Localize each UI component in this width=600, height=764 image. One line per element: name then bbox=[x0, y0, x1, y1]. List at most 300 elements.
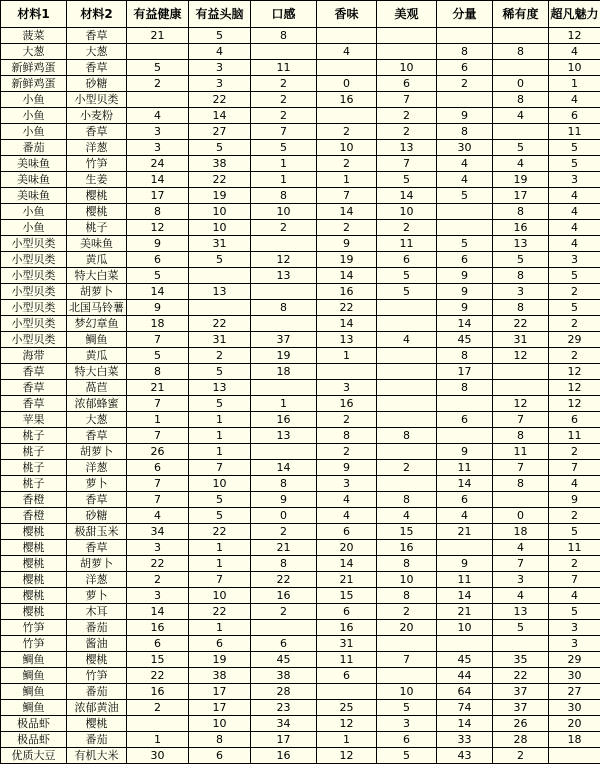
stat-cell: 8 bbox=[251, 28, 317, 44]
ingredient-cell: 大葱 bbox=[1, 44, 67, 60]
stat-cell: 1 bbox=[317, 348, 377, 364]
stat-cell: 19 bbox=[189, 188, 251, 204]
stat-cell bbox=[189, 268, 251, 284]
stat-cell: 8 bbox=[437, 348, 493, 364]
stat-cell: 16 bbox=[317, 92, 377, 108]
stat-cell: 5 bbox=[377, 268, 437, 284]
stat-cell: 26 bbox=[493, 716, 549, 732]
stat-cell: 2 bbox=[377, 108, 437, 124]
stat-cell: 11 bbox=[437, 460, 493, 476]
stat-cell: 5 bbox=[189, 364, 251, 380]
stat-cell: 10 bbox=[377, 60, 437, 76]
stat-cell: 34 bbox=[127, 524, 189, 540]
stat-cell: 14 bbox=[127, 172, 189, 188]
stat-cell: 27 bbox=[189, 124, 251, 140]
stat-cell: 8 bbox=[437, 44, 493, 60]
stat-cell: 2 bbox=[549, 508, 600, 524]
stat-cell bbox=[127, 44, 189, 60]
table-row bbox=[1, 508, 600, 524]
stat-cell: 11 bbox=[437, 572, 493, 588]
ingredient-cell: 樱桃 bbox=[1, 588, 67, 604]
stat-cell: 5 bbox=[549, 604, 600, 620]
stat-cell: 12 bbox=[251, 252, 317, 268]
table-row bbox=[1, 540, 600, 556]
stat-cell: 17 bbox=[189, 700, 251, 716]
ingredient-cell: 极品虾 bbox=[1, 732, 67, 748]
stat-cell: 12 bbox=[317, 748, 377, 764]
column-header: 有益头脑 bbox=[189, 1, 251, 28]
stat-cell: 0 bbox=[251, 508, 317, 524]
stat-cell: 2 bbox=[549, 316, 600, 332]
stat-cell: 10 bbox=[189, 588, 251, 604]
stat-cell: 10 bbox=[549, 60, 600, 76]
stat-cell bbox=[437, 220, 493, 236]
ingredient-cell: 胡萝卜 bbox=[67, 444, 127, 460]
ingredient-cell: 胡萝卜 bbox=[67, 284, 127, 300]
table-header bbox=[1, 1, 600, 28]
stat-cell: 20 bbox=[549, 716, 600, 732]
stat-cell: 2 bbox=[127, 76, 189, 92]
stat-cell bbox=[493, 28, 549, 44]
stat-cell: 5 bbox=[377, 700, 437, 716]
ingredient-cell: 竹笋 bbox=[1, 636, 67, 652]
header-row bbox=[1, 1, 600, 28]
stat-cell: 7 bbox=[127, 492, 189, 508]
stat-cell: 10 bbox=[251, 204, 317, 220]
table-row bbox=[1, 300, 600, 316]
ingredient-cell: 海带 bbox=[1, 348, 67, 364]
ingredient-cell: 萝卜 bbox=[67, 588, 127, 604]
stat-cell bbox=[377, 44, 437, 60]
stat-cell: 4 bbox=[437, 156, 493, 172]
stat-cell: 14 bbox=[251, 460, 317, 476]
stat-cell: 5 bbox=[189, 508, 251, 524]
stat-cell: 1 bbox=[127, 412, 189, 428]
stat-cell: 74 bbox=[437, 700, 493, 716]
stat-cell: 2 bbox=[127, 700, 189, 716]
stat-cell: 11 bbox=[549, 540, 600, 556]
stat-cell bbox=[377, 348, 437, 364]
stat-cell bbox=[437, 204, 493, 220]
ingredient-cell: 樱桃 bbox=[67, 188, 127, 204]
table-row bbox=[1, 652, 600, 668]
stat-cell: 16 bbox=[317, 620, 377, 636]
table-row bbox=[1, 444, 600, 460]
stat-cell: 14 bbox=[127, 284, 189, 300]
stat-cell: 7 bbox=[493, 460, 549, 476]
ingredient-cell: 新鲜鸡蛋 bbox=[1, 76, 67, 92]
stat-cell: 4 bbox=[317, 492, 377, 508]
ingredient-cell: 萝卜 bbox=[67, 476, 127, 492]
stat-cell: 8 bbox=[127, 204, 189, 220]
stat-cell: 21 bbox=[127, 28, 189, 44]
ingredient-cell: 小鱼 bbox=[1, 92, 67, 108]
ingredient-cell: 生姜 bbox=[67, 172, 127, 188]
table-row bbox=[1, 604, 600, 620]
ingredient-cell: 竹笋 bbox=[67, 156, 127, 172]
column-header: 美观 bbox=[377, 1, 437, 28]
stat-cell: 6 bbox=[127, 460, 189, 476]
stat-cell: 3 bbox=[493, 572, 549, 588]
stat-cell: 19 bbox=[189, 652, 251, 668]
stat-cell: 4 bbox=[549, 44, 600, 60]
ingredient-cell: 有机大米 bbox=[67, 748, 127, 764]
stat-cell: 12 bbox=[127, 220, 189, 236]
stat-cell: 11 bbox=[251, 60, 317, 76]
column-header: 有益健康 bbox=[127, 1, 189, 28]
ingredient-cell: 小型贝类 bbox=[67, 92, 127, 108]
stat-cell: 9 bbox=[127, 236, 189, 252]
stat-cell: 3 bbox=[317, 476, 377, 492]
stat-cell: 10 bbox=[189, 716, 251, 732]
stat-cell: 21 bbox=[437, 524, 493, 540]
stat-cell: 3 bbox=[549, 252, 600, 268]
stat-cell: 21 bbox=[127, 380, 189, 396]
ingredient-cell: 香草 bbox=[67, 60, 127, 76]
stat-cell: 6 bbox=[317, 524, 377, 540]
ingredient-cell: 桃子 bbox=[1, 444, 67, 460]
ingredient-cell: 特大白菜 bbox=[67, 364, 127, 380]
stat-cell: 4 bbox=[549, 236, 600, 252]
ingredient-cell: 番茄 bbox=[67, 732, 127, 748]
stat-cell: 4 bbox=[127, 108, 189, 124]
ingredient-cell: 桃子 bbox=[1, 460, 67, 476]
table-row bbox=[1, 44, 600, 60]
stat-cell bbox=[377, 668, 437, 684]
stat-cell: 21 bbox=[251, 540, 317, 556]
stat-cell: 12 bbox=[549, 28, 600, 44]
stat-cell bbox=[377, 396, 437, 412]
stat-cell: 2 bbox=[317, 444, 377, 460]
stat-cell: 7 bbox=[549, 572, 600, 588]
stat-cell: 4 bbox=[493, 588, 549, 604]
stat-cell: 1 bbox=[251, 396, 317, 412]
table-row bbox=[1, 412, 600, 428]
stat-cell: 0 bbox=[493, 508, 549, 524]
ingredient-cell: 浓郁蜂蜜 bbox=[67, 396, 127, 412]
stat-cell: 8 bbox=[251, 556, 317, 572]
stat-cell: 14 bbox=[437, 316, 493, 332]
stat-cell: 6 bbox=[251, 636, 317, 652]
stat-cell bbox=[127, 716, 189, 732]
stat-cell: 20 bbox=[377, 620, 437, 636]
stat-cell: 7 bbox=[377, 156, 437, 172]
stat-cell: 19 bbox=[317, 252, 377, 268]
ingredient-cell: 香草 bbox=[67, 124, 127, 140]
stat-cell: 5 bbox=[189, 492, 251, 508]
stat-cell: 4 bbox=[377, 508, 437, 524]
stat-cell: 13 bbox=[251, 428, 317, 444]
stat-cell: 9 bbox=[437, 556, 493, 572]
stat-cell: 11 bbox=[317, 652, 377, 668]
stat-cell: 6 bbox=[317, 668, 377, 684]
ingredient-cell: 樱桃 bbox=[1, 524, 67, 540]
stat-cell: 9 bbox=[437, 300, 493, 316]
ingredient-cell: 特大白菜 bbox=[67, 268, 127, 284]
stat-cell: 2 bbox=[549, 444, 600, 460]
stat-cell: 8 bbox=[377, 428, 437, 444]
stat-cell: 45 bbox=[437, 332, 493, 348]
ingredient-cell: 樱桃 bbox=[1, 572, 67, 588]
stat-cell bbox=[127, 92, 189, 108]
ingredient-cell: 鲷鱼 bbox=[1, 652, 67, 668]
ingredient-cell: 美味鱼 bbox=[1, 172, 67, 188]
ingredient-cell: 洋葱 bbox=[67, 572, 127, 588]
stat-cell: 22 bbox=[189, 604, 251, 620]
ingredient-cell: 北国马铃薯 bbox=[67, 300, 127, 316]
ingredient-cell: 樱桃 bbox=[67, 652, 127, 668]
stat-cell: 1 bbox=[189, 620, 251, 636]
stat-cell: 4 bbox=[549, 92, 600, 108]
stat-cell: 5 bbox=[189, 28, 251, 44]
stat-cell: 4 bbox=[549, 204, 600, 220]
stat-cell: 16 bbox=[377, 540, 437, 556]
stat-cell: 7 bbox=[189, 572, 251, 588]
stat-cell: 1 bbox=[189, 428, 251, 444]
stat-cell: 6 bbox=[437, 492, 493, 508]
table-row bbox=[1, 748, 600, 764]
table-row bbox=[1, 124, 600, 140]
stat-cell: 2 bbox=[127, 572, 189, 588]
stat-cell bbox=[493, 60, 549, 76]
stat-cell: 22 bbox=[189, 172, 251, 188]
stat-cell: 14 bbox=[377, 188, 437, 204]
stat-cell: 12 bbox=[493, 396, 549, 412]
stat-cell: 12 bbox=[549, 380, 600, 396]
stat-cell: 31 bbox=[189, 332, 251, 348]
stat-cell: 30 bbox=[549, 668, 600, 684]
ingredient-cell: 梦幻章鱼 bbox=[67, 316, 127, 332]
stat-cell: 38 bbox=[189, 668, 251, 684]
stat-cell: 8 bbox=[251, 476, 317, 492]
ingredient-cell: 小型贝类 bbox=[1, 332, 67, 348]
table-row bbox=[1, 364, 600, 380]
stat-cell: 4 bbox=[493, 108, 549, 124]
stat-cell: 9 bbox=[437, 268, 493, 284]
table-row bbox=[1, 204, 600, 220]
stat-cell: 21 bbox=[437, 604, 493, 620]
stat-cell: 30 bbox=[549, 700, 600, 716]
ingredient-cell: 桃子 bbox=[1, 476, 67, 492]
table-row bbox=[1, 220, 600, 236]
stat-cell: 2 bbox=[251, 524, 317, 540]
stat-cell bbox=[377, 636, 437, 652]
stat-cell: 2 bbox=[251, 76, 317, 92]
stat-cell: 8 bbox=[189, 732, 251, 748]
ingredient-cell: 极品虾 bbox=[1, 716, 67, 732]
stat-cell: 10 bbox=[437, 620, 493, 636]
stat-cell: 4 bbox=[549, 188, 600, 204]
table-row bbox=[1, 76, 600, 92]
stat-cell: 16 bbox=[251, 588, 317, 604]
table-row bbox=[1, 92, 600, 108]
stat-cell: 5 bbox=[377, 172, 437, 188]
stat-cell: 17 bbox=[251, 732, 317, 748]
stat-cell: 18 bbox=[251, 364, 317, 380]
stat-cell: 1 bbox=[189, 556, 251, 572]
stat-cell: 3 bbox=[549, 620, 600, 636]
stat-cell: 5 bbox=[437, 188, 493, 204]
stat-cell: 8 bbox=[317, 428, 377, 444]
stat-cell bbox=[377, 364, 437, 380]
stat-cell: 4 bbox=[493, 156, 549, 172]
stat-cell: 8 bbox=[377, 556, 437, 572]
stat-cell: 7 bbox=[377, 652, 437, 668]
stat-cell: 7 bbox=[127, 332, 189, 348]
table-row bbox=[1, 60, 600, 76]
stat-cell: 6 bbox=[437, 412, 493, 428]
stat-cell bbox=[377, 28, 437, 44]
stat-cell: 7 bbox=[127, 428, 189, 444]
stat-cell: 6 bbox=[189, 636, 251, 652]
column-header: 口感 bbox=[251, 1, 317, 28]
stat-cell: 5 bbox=[549, 268, 600, 284]
stat-cell: 34 bbox=[251, 716, 317, 732]
stat-cell: 37 bbox=[493, 684, 549, 700]
stat-cell: 8 bbox=[437, 380, 493, 396]
ingredient-cell: 樱桃 bbox=[1, 556, 67, 572]
stat-cell: 13 bbox=[189, 380, 251, 396]
stat-cell: 16 bbox=[127, 620, 189, 636]
stat-cell: 13 bbox=[251, 268, 317, 284]
ingredient-cell: 苹果 bbox=[1, 412, 67, 428]
stat-cell bbox=[189, 300, 251, 316]
table-row bbox=[1, 524, 600, 540]
stat-cell: 14 bbox=[317, 204, 377, 220]
table-row bbox=[1, 332, 600, 348]
stat-cell: 14 bbox=[437, 476, 493, 492]
stat-cell: 3 bbox=[127, 540, 189, 556]
ingredient-cell: 小鱼 bbox=[1, 204, 67, 220]
stat-cell: 5 bbox=[127, 60, 189, 76]
stat-cell: 6 bbox=[549, 412, 600, 428]
stat-cell: 10 bbox=[317, 140, 377, 156]
table-row bbox=[1, 476, 600, 492]
stat-cell bbox=[437, 540, 493, 556]
stat-cell: 7 bbox=[189, 460, 251, 476]
stat-cell: 18 bbox=[493, 524, 549, 540]
stat-cell: 10 bbox=[189, 204, 251, 220]
stat-cell: 8 bbox=[493, 44, 549, 60]
table-row bbox=[1, 668, 600, 684]
stat-cell bbox=[493, 124, 549, 140]
ingredient-cell: 鲷鱼 bbox=[1, 668, 67, 684]
stat-cell: 1 bbox=[317, 732, 377, 748]
stat-cell: 1 bbox=[549, 76, 600, 92]
stat-cell: 7 bbox=[377, 92, 437, 108]
ingredient-cell: 木耳 bbox=[67, 604, 127, 620]
table-row bbox=[1, 172, 600, 188]
table-row bbox=[1, 428, 600, 444]
stat-cell: 13 bbox=[493, 236, 549, 252]
ingredient-cell: 番茄 bbox=[67, 620, 127, 636]
stat-cell: 5 bbox=[549, 300, 600, 316]
stat-cell: 2 bbox=[251, 92, 317, 108]
stat-cell: 17 bbox=[493, 188, 549, 204]
stat-cell bbox=[437, 636, 493, 652]
ingredient-cell: 黄瓜 bbox=[67, 348, 127, 364]
stat-cell: 4 bbox=[317, 44, 377, 60]
stat-cell: 1 bbox=[189, 444, 251, 460]
stat-cell: 31 bbox=[317, 636, 377, 652]
ingredient-cell: 菠菜 bbox=[1, 28, 67, 44]
ingredient-cell: 香橙 bbox=[1, 508, 67, 524]
ingredient-cell: 香草 bbox=[67, 428, 127, 444]
stat-cell: 16 bbox=[127, 684, 189, 700]
table-row bbox=[1, 636, 600, 652]
stat-cell: 28 bbox=[493, 732, 549, 748]
stat-cell: 2 bbox=[377, 220, 437, 236]
stat-cell: 2 bbox=[549, 348, 600, 364]
stat-cell: 7 bbox=[549, 460, 600, 476]
stat-cell: 37 bbox=[251, 332, 317, 348]
stat-cell: 2 bbox=[377, 604, 437, 620]
stat-cell: 22 bbox=[127, 556, 189, 572]
table-row bbox=[1, 348, 600, 364]
stat-cell: 12 bbox=[549, 396, 600, 412]
ingredient-cell: 浓郁黄油 bbox=[67, 700, 127, 716]
stat-cell bbox=[377, 380, 437, 396]
ingredient-cell: 萵苣 bbox=[67, 380, 127, 396]
ingredient-cell: 小型贝类 bbox=[1, 284, 67, 300]
stat-cell: 6 bbox=[127, 252, 189, 268]
stat-cell: 7 bbox=[127, 476, 189, 492]
ingredient-cell: 桃子 bbox=[1, 428, 67, 444]
stat-cell: 30 bbox=[127, 748, 189, 764]
stat-cell: 14 bbox=[189, 108, 251, 124]
stat-cell: 22 bbox=[493, 316, 549, 332]
stat-cell: 7 bbox=[251, 124, 317, 140]
stat-cell: 17 bbox=[189, 684, 251, 700]
stat-cell: 18 bbox=[127, 316, 189, 332]
stat-cell: 43 bbox=[437, 748, 493, 764]
stat-cell: 16 bbox=[251, 748, 317, 764]
stat-cell: 5 bbox=[251, 140, 317, 156]
stat-cell: 8 bbox=[493, 92, 549, 108]
stat-cell: 38 bbox=[189, 156, 251, 172]
stat-cell: 3 bbox=[493, 284, 549, 300]
stat-cell bbox=[317, 108, 377, 124]
stat-cell bbox=[437, 396, 493, 412]
stat-cell: 8 bbox=[437, 124, 493, 140]
stat-cell: 2 bbox=[377, 460, 437, 476]
stat-cell: 16 bbox=[317, 396, 377, 412]
stat-cell: 5 bbox=[493, 620, 549, 636]
ingredient-cell: 胡萝卜 bbox=[67, 556, 127, 572]
stat-cell: 22 bbox=[127, 668, 189, 684]
column-header: 材料1 bbox=[1, 1, 67, 28]
stat-cell: 20 bbox=[317, 540, 377, 556]
stat-cell: 13 bbox=[189, 284, 251, 300]
stat-cell bbox=[251, 236, 317, 252]
stat-cell: 8 bbox=[493, 300, 549, 316]
table-row bbox=[1, 716, 600, 732]
stat-cell: 4 bbox=[437, 172, 493, 188]
stat-cell: 6 bbox=[377, 732, 437, 748]
stat-cell: 10 bbox=[189, 220, 251, 236]
stat-cell: 11 bbox=[493, 444, 549, 460]
stat-cell: 4 bbox=[127, 508, 189, 524]
stat-cell: 13 bbox=[377, 140, 437, 156]
stat-cell: 14 bbox=[317, 556, 377, 572]
stat-cell: 4 bbox=[377, 332, 437, 348]
stat-cell: 13 bbox=[493, 604, 549, 620]
stat-cell: 10 bbox=[377, 204, 437, 220]
table-row bbox=[1, 188, 600, 204]
stat-cell: 3 bbox=[189, 60, 251, 76]
stat-cell: 9 bbox=[549, 492, 600, 508]
stat-cell bbox=[251, 444, 317, 460]
